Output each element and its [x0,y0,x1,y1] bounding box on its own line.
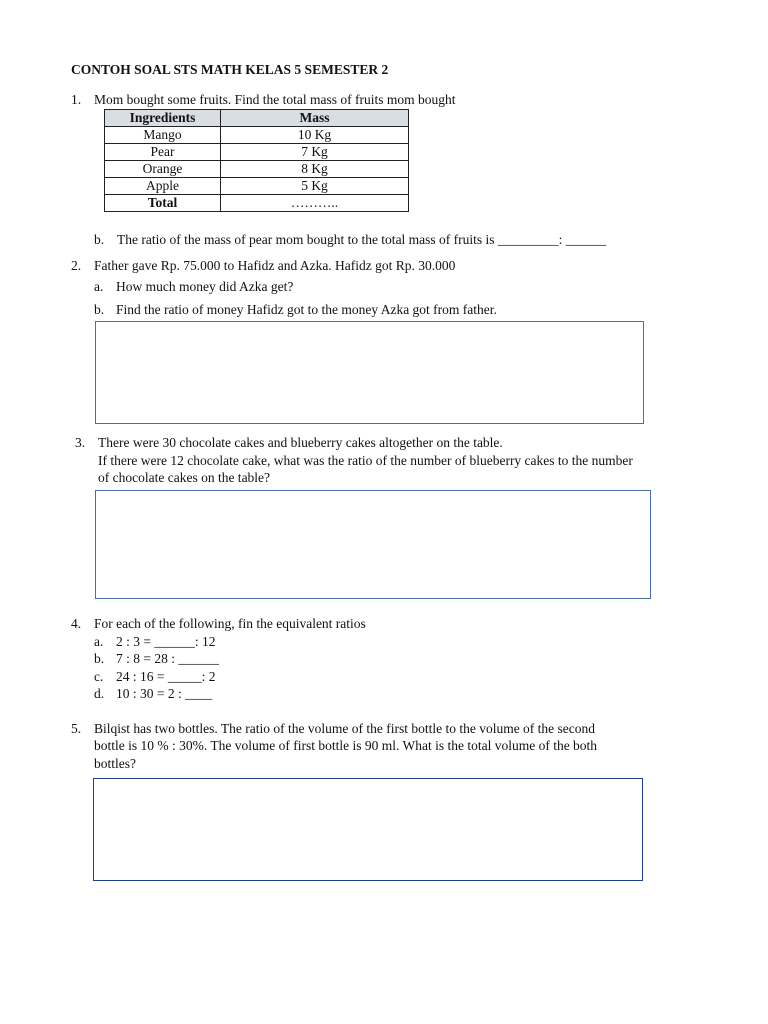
q1-text: Mom bought some fruits. Find the total mass of fruits mom bought [94,92,456,107]
fruits-mass-table [104,109,409,212]
q2b-text: Find the ratio of money Hafidz got to the money Azka got from father. [116,302,497,317]
table-cell-mass: 8 Kg [221,161,409,178]
table-row [105,144,409,161]
table-cell-ingredient: Orange [105,161,221,178]
q2-number: 2. [71,258,82,273]
q4a-text: 2 : 3 = ______: 12 [116,634,216,649]
q2a-text: How much money did Azka get? [116,279,294,294]
table-cell-mass: 5 Kg [221,178,409,195]
q3-answer-box[interactable] [95,490,651,599]
table-cell-ingredient: Pear [105,144,221,161]
table-header-ingredients: Ingredients [105,110,221,127]
q2-text: Father gave Rp. 75.000 to Hafidz and Azka. Hafidz got Rp. 30.000 [94,258,456,273]
q5-line1: Bilqist has two bottles. The ratio of the volume of the first bottle to the volume of the second [94,721,596,736]
table-header-mass: Mass [221,110,409,127]
page-title: CONTOH SOAL STS MATH KELAS 5 SEMESTER 2 [71,62,389,77]
table-cell-ingredient: Apple [105,178,221,195]
table-row [105,161,409,178]
q4c-text: 24 : 16 = _____: 2 [116,669,216,684]
table-cell-mass: 7 Kg [221,144,409,161]
q5-line3: bottles? [94,756,136,771]
q5-answer-box[interactable] [93,778,643,881]
table-total-value: ……….. [221,195,409,212]
q4d-label: d. [94,686,105,701]
table-cell-mass: 10 Kg [221,127,409,144]
q1-number: 1. [71,92,82,107]
q4b-label: b. [94,651,105,666]
q4-text: For each of the following, fin the equivalent ratios [94,616,366,631]
q3-line2: If there were 12 chocolate cake, what was the ratio of the number of blueberry cakes to the number [98,453,633,468]
q4c-label: c. [94,669,104,684]
q1b-label: b. [94,232,105,247]
q3-line3: of chocolate cakes on the table? [98,470,271,485]
q2a-label: a. [94,279,104,294]
table-cell-ingredient: Mango [105,127,221,144]
q4-number: 4. [71,616,82,631]
table-row [105,178,409,195]
q2-answer-box[interactable] [95,321,644,424]
table-total-row [105,195,409,212]
table-row [105,127,409,144]
q3-number: 3. [75,435,86,450]
q4a-label: a. [94,634,104,649]
table-header-row [105,110,409,127]
table-total-label: Total [105,195,221,212]
q5-number: 5. [71,721,82,736]
q4d-text: 10 : 30 = 2 : ____ [116,686,213,701]
q3-line1: There were 30 chocolate cakes and blueberry cakes altogether on the table. [98,435,503,450]
q1b-text: The ratio of the mass of pear mom bought to the total mass of fruits is _________: ______ [117,232,607,247]
q4b-text: 7 : 8 = 28 : ______ [116,651,219,666]
q5-line2: bottle is 10 % : 30%. The volume of first bottle is 90 ml. What is the total volume of the both [94,738,598,753]
q2b-label: b. [94,302,105,317]
